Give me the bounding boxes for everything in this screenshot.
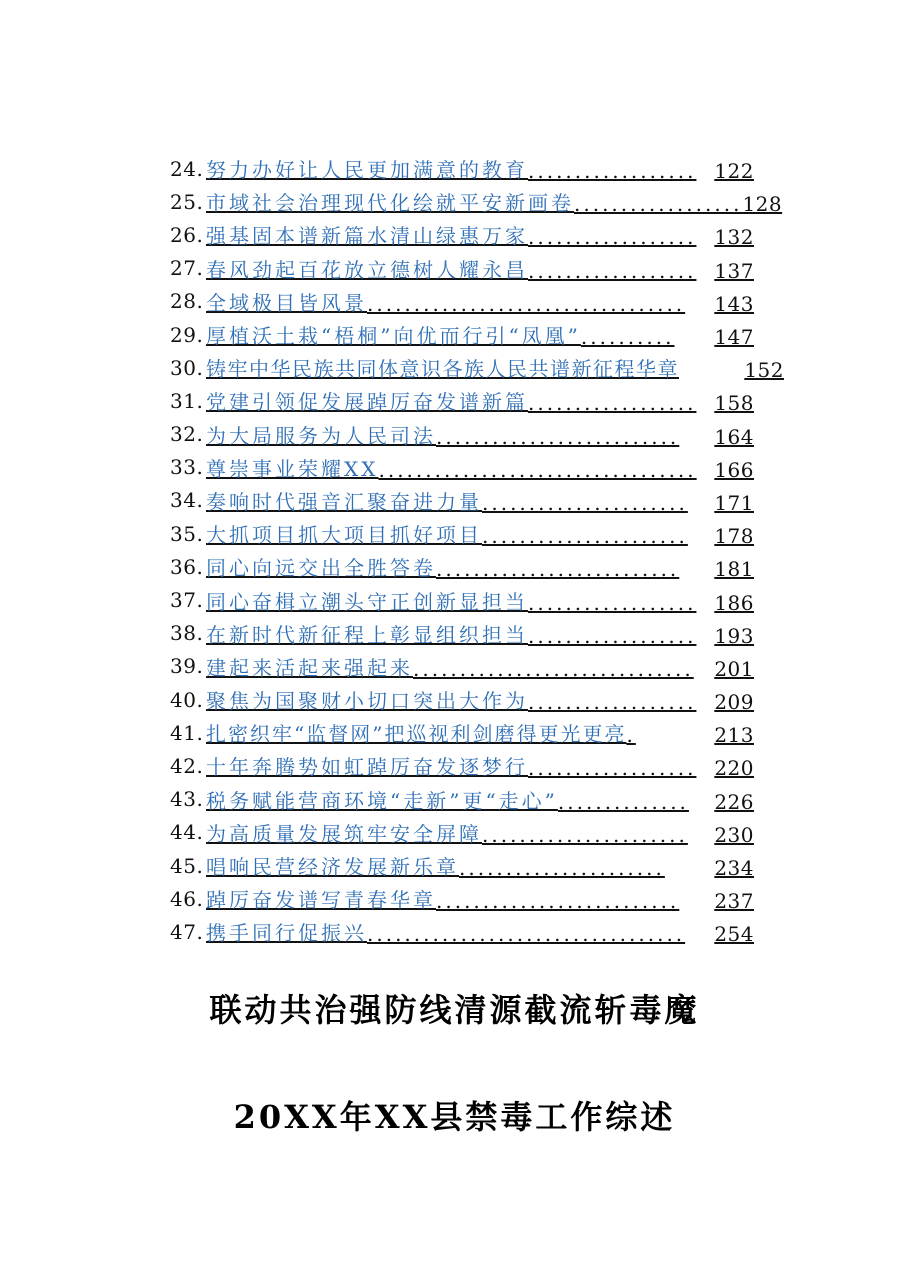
toc-entry-title: 为大局服务为人民司法 bbox=[206, 423, 436, 448]
article-subtitle: 20XX年XX县禁毒工作综述 bbox=[233, 1098, 676, 1136]
toc-entry-title: 为高质量发展筑牢安全屏障 bbox=[206, 821, 482, 846]
article-title: 联动共治强防线清源截流斩毒魔 bbox=[209, 991, 700, 1029]
toc-entry-link[interactable] bbox=[206, 386, 754, 415]
toc-entry-page: 181 bbox=[714, 557, 754, 582]
toc-entry-page: 158 bbox=[714, 391, 754, 416]
toc-entry-title: 强基固本谱新篇水清山绿惠万家 bbox=[206, 224, 528, 249]
toc-entry-link[interactable] bbox=[206, 154, 754, 183]
toc-entry[interactable] bbox=[170, 716, 790, 749]
toc-entry-link[interactable] bbox=[206, 287, 754, 316]
toc-entry-page: 237 bbox=[714, 889, 754, 914]
toc-entry-number: 32. bbox=[170, 422, 204, 447]
toc-entry-page: 132 bbox=[714, 225, 754, 250]
toc-entry-page: 164 bbox=[714, 424, 754, 449]
toc-entry-link[interactable] bbox=[206, 486, 754, 515]
toc-entry-link[interactable] bbox=[206, 187, 783, 217]
toc-entry-title: 厚植沃土栽“梧桐”向优而行引“凤凰” bbox=[206, 324, 581, 349]
toc-entry-page: 193 bbox=[714, 623, 754, 648]
toc-entry-title: 在新时代新征程上彰显组织担当 bbox=[206, 622, 528, 647]
toc-entry-title: 踔厉奋发谱写青春华章 bbox=[206, 888, 436, 913]
toc-entry-number: 33. bbox=[170, 455, 204, 480]
toc-entry[interactable] bbox=[170, 185, 790, 218]
toc-entry-number: 36. bbox=[170, 554, 204, 579]
toc-entry[interactable] bbox=[170, 650, 790, 683]
toc-entry-title: 春风劲起百花放立德树人耀永昌 bbox=[206, 257, 528, 282]
toc-entry-number: 25. bbox=[170, 189, 204, 214]
toc-entry-leader: .................. bbox=[528, 590, 697, 615]
toc-entry-title: 全域极目皆风景 bbox=[206, 290, 367, 315]
toc-entry[interactable] bbox=[170, 451, 790, 484]
toc-entry-title: 铸牢中华民族共同体意识各族人民共谱新征程华章 bbox=[206, 357, 679, 382]
toc-entry-title: 扎密织牢“监督网”把巡视利剑磨得更光更亮 bbox=[206, 722, 627, 747]
toc-entry-leader: .................. bbox=[528, 623, 697, 648]
toc-entry-title: 建起来活起来强起来 bbox=[206, 655, 413, 680]
toc-entry[interactable] bbox=[170, 683, 790, 716]
toc-entry-page: 152 bbox=[744, 358, 784, 383]
toc-entry-title: 携手同行促振兴 bbox=[206, 921, 367, 946]
toc-entry-title: 努力办好让人民更加满意的教育 bbox=[206, 158, 528, 183]
toc-entry-page: 220 bbox=[714, 756, 754, 781]
toc-entry-page: 186 bbox=[714, 590, 754, 615]
toc-entry-page: 201 bbox=[714, 656, 754, 681]
toc-entry-number: 34. bbox=[170, 488, 204, 513]
toc-entry-link[interactable] bbox=[206, 220, 754, 249]
toc-entry-title: 奏响时代强音汇聚奋进力量 bbox=[206, 489, 482, 514]
toc-entry-title: 税务赋能营商环境“走新”更“走心” bbox=[206, 788, 558, 813]
toc-entry-link[interactable] bbox=[206, 917, 754, 946]
toc-entry-page: 122 bbox=[714, 159, 754, 184]
toc-entry-leader: .................................. bbox=[367, 922, 686, 947]
toc-entry-number: 44. bbox=[170, 820, 204, 845]
toc-entry-page: 254 bbox=[714, 922, 754, 947]
toc-entry-page: 137 bbox=[714, 258, 754, 283]
toc-entry-leader: .................................. bbox=[367, 291, 686, 316]
toc-entry-link[interactable] bbox=[206, 718, 754, 747]
toc-entry-page: 171 bbox=[714, 490, 754, 515]
toc-entry-page: 234 bbox=[714, 856, 754, 881]
toc-entry[interactable] bbox=[170, 749, 790, 782]
toc-entry[interactable] bbox=[170, 318, 790, 351]
toc-entry-title: 大抓项目抓大项目抓好项目 bbox=[206, 523, 482, 548]
toc-entry[interactable] bbox=[170, 816, 790, 849]
toc-entry-leader: .......................... bbox=[436, 557, 680, 582]
toc-entry-leader: ...................... bbox=[482, 822, 688, 847]
toc-entry[interactable] bbox=[170, 218, 790, 251]
toc-entry-leader: ...................... bbox=[459, 856, 665, 881]
toc-entry-number: 41. bbox=[170, 720, 204, 745]
toc-entry-number: 42. bbox=[170, 753, 204, 778]
toc-entry-link[interactable] bbox=[206, 785, 754, 814]
toc-entry-link[interactable] bbox=[206, 685, 754, 714]
toc-entry-leader: .................. bbox=[528, 756, 697, 781]
toc-entry-leader: ...................... bbox=[482, 490, 688, 515]
toc-entry[interactable] bbox=[170, 550, 790, 583]
toc-entry-leader: .............. bbox=[557, 789, 689, 814]
toc-entry-leader: .......... bbox=[580, 325, 675, 350]
toc-entry[interactable] bbox=[170, 882, 790, 915]
toc-entry-link[interactable] bbox=[206, 453, 754, 482]
toc-entry-leader: .................. bbox=[528, 225, 697, 250]
toc-entry-title: 唱响民营经济发展新乐章 bbox=[206, 855, 459, 880]
toc-entry[interactable] bbox=[170, 583, 790, 616]
toc-entry-leader: . bbox=[626, 723, 636, 748]
toc-entry-leader: .................................. bbox=[378, 457, 697, 482]
toc-entry[interactable] bbox=[170, 152, 790, 185]
toc-entry-number: 27. bbox=[170, 256, 204, 281]
toc-entry[interactable] bbox=[170, 384, 790, 417]
toc-entry-link[interactable] bbox=[206, 353, 784, 382]
toc-entry-link[interactable] bbox=[206, 884, 754, 913]
toc-entry-number: 37. bbox=[170, 588, 204, 613]
toc-entry[interactable] bbox=[170, 617, 790, 650]
toc-entry-number: 28. bbox=[170, 289, 204, 314]
toc-entry-number: 26. bbox=[170, 222, 204, 247]
toc-entry[interactable] bbox=[170, 351, 790, 384]
toc-entry-number: 39. bbox=[170, 654, 204, 679]
toc-entry[interactable] bbox=[170, 849, 790, 882]
toc-entry-link[interactable] bbox=[206, 851, 754, 880]
toc-entry-title: 十年奔腾势如虹踔厉奋发逐梦行 bbox=[206, 755, 528, 780]
toc-entry-number: 38. bbox=[170, 621, 204, 646]
toc-entry-number: 24. bbox=[170, 156, 204, 181]
toc-entry-leader: .................. bbox=[528, 690, 697, 715]
toc-entry-number: 46. bbox=[170, 886, 204, 911]
toc-entry-title: 尊崇事业荣耀XX bbox=[206, 456, 379, 481]
toc-entry[interactable] bbox=[170, 783, 790, 816]
toc-entry-number: 45. bbox=[170, 853, 204, 878]
toc-entry-page: 166 bbox=[714, 457, 754, 482]
toc-entry-number: 40. bbox=[170, 687, 204, 712]
toc-entry-link[interactable] bbox=[206, 751, 754, 780]
toc-entry-page: 226 bbox=[714, 789, 754, 814]
toc-entry-leader: .................. bbox=[528, 391, 697, 416]
toc-entry-title: 党建引领促发展踔厉奋发谱新篇 bbox=[206, 390, 528, 415]
toc-entry-page: 143 bbox=[714, 291, 754, 316]
toc-entry-page: 230 bbox=[714, 822, 754, 847]
toc-entry-leader: .............................. bbox=[413, 656, 694, 681]
table-of-contents bbox=[170, 152, 790, 949]
toc-entry-title: 市域社会治理现代化绘就平安新画卷 bbox=[206, 191, 574, 216]
toc-entry[interactable] bbox=[170, 484, 790, 517]
toc-entry-leader: .......................... bbox=[436, 889, 680, 914]
toc-entry-page: 178 bbox=[714, 524, 754, 549]
toc-entry-leader: .................. bbox=[528, 258, 697, 283]
toc-entry-leader: ...................... bbox=[482, 524, 688, 549]
toc-entry[interactable] bbox=[170, 517, 790, 550]
toc-entry-number: 30. bbox=[170, 355, 204, 380]
toc-entry-leader: .......................... bbox=[436, 424, 680, 449]
toc-entry-link[interactable] bbox=[206, 420, 754, 449]
toc-entry-number: 47. bbox=[170, 919, 204, 944]
toc-entry-title: 同心奋楫立潮头守正创新显担当 bbox=[206, 589, 528, 614]
toc-entry-link[interactable] bbox=[206, 818, 754, 847]
toc-entry[interactable] bbox=[170, 915, 790, 948]
toc-entry-page: 147 bbox=[714, 325, 754, 350]
toc-entry-page: 128 bbox=[742, 192, 783, 217]
toc-entry[interactable] bbox=[170, 252, 790, 285]
toc-entry-number: 31. bbox=[170, 388, 204, 413]
toc-entry-page: 209 bbox=[714, 690, 754, 715]
toc-entry-number: 35. bbox=[170, 521, 204, 546]
toc-entry-link[interactable] bbox=[206, 320, 754, 349]
toc-entry-link[interactable] bbox=[206, 552, 754, 581]
toc-entry[interactable] bbox=[170, 285, 790, 318]
toc-entry-link[interactable] bbox=[206, 254, 754, 283]
toc-entry-page: 213 bbox=[714, 723, 754, 748]
toc-entry-leader: .................. bbox=[574, 192, 743, 217]
toc-entry-number: 29. bbox=[170, 322, 204, 347]
toc-entry-number: 43. bbox=[170, 787, 204, 812]
toc-entry[interactable] bbox=[170, 418, 790, 451]
toc-entry-title: 同心向远交出全胜答卷 bbox=[206, 556, 436, 581]
toc-entry-link[interactable] bbox=[206, 586, 754, 615]
toc-entry-link[interactable] bbox=[206, 519, 754, 548]
toc-entry-link[interactable] bbox=[206, 619, 754, 648]
toc-entry-leader: .................. bbox=[528, 159, 697, 184]
toc-entry-title: 聚焦为国聚财小切口突出大作为 bbox=[206, 689, 528, 714]
toc-entry-link[interactable] bbox=[206, 652, 754, 681]
